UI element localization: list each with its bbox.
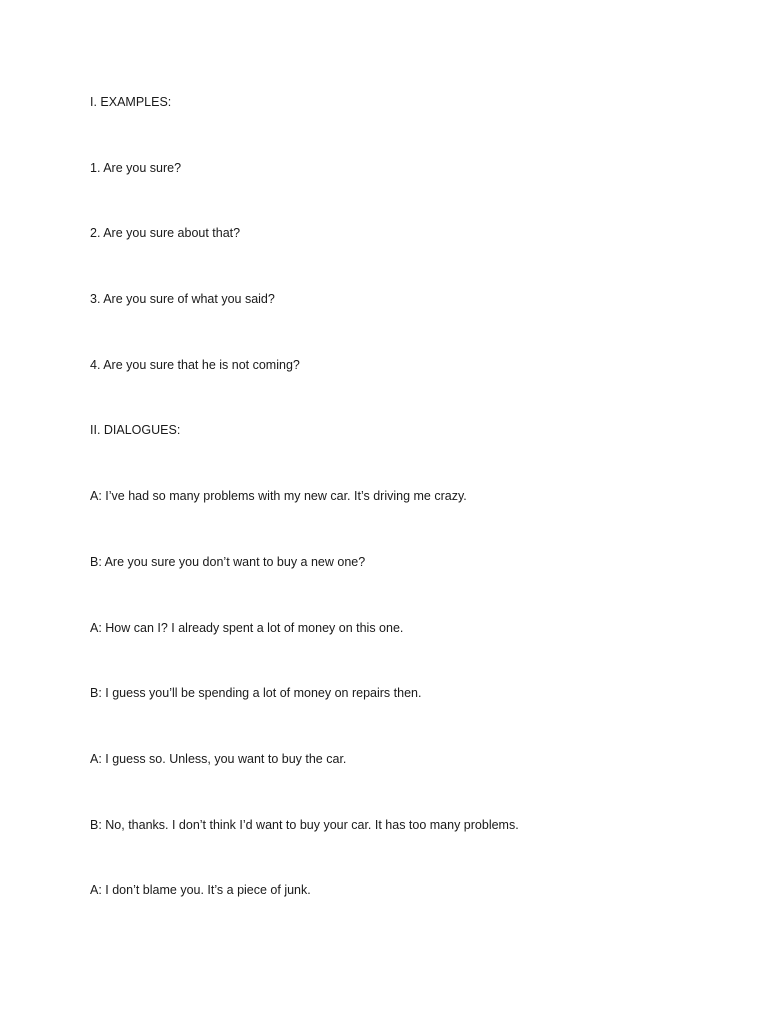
document-body bbox=[90, 94, 730, 948]
examples-heading: I. EXAMPLES: bbox=[90, 95, 172, 109]
example-item-4: 4. Are you sure that he is not coming? bbox=[90, 357, 300, 372]
example-item-1: 1. Are you sure? bbox=[90, 160, 182, 175]
example-item-3: 3. Are you sure of what you said? bbox=[90, 292, 275, 307]
dialogues-heading: II. DIALOGUES: bbox=[90, 423, 181, 438]
dialogue-line-1: A: I’ve had so many problems with my new car. It’s driving me crazy. bbox=[90, 489, 467, 504]
dialogue-line-2: B: Are you sure you don’t want to buy a new one? bbox=[90, 554, 366, 569]
dialogue-line-6: B: No, thanks. I don’t think I’d want to buy your car. It has too many problems. bbox=[90, 817, 519, 832]
dialogue-line-4: B: I guess you’ll be spending a lot of money on repairs then. bbox=[90, 686, 422, 701]
dialogue-line-7: A: I don’t blame you. It’s a piece of junk. bbox=[90, 883, 311, 898]
dialogue-line-5: A: I guess so. Unless, you want to buy the car. bbox=[90, 751, 347, 766]
dialogue-line-3: A: How can I? I already spent a lot of money on this one. bbox=[90, 620, 404, 635]
example-item-2: 2. Are you sure about that? bbox=[90, 226, 241, 241]
